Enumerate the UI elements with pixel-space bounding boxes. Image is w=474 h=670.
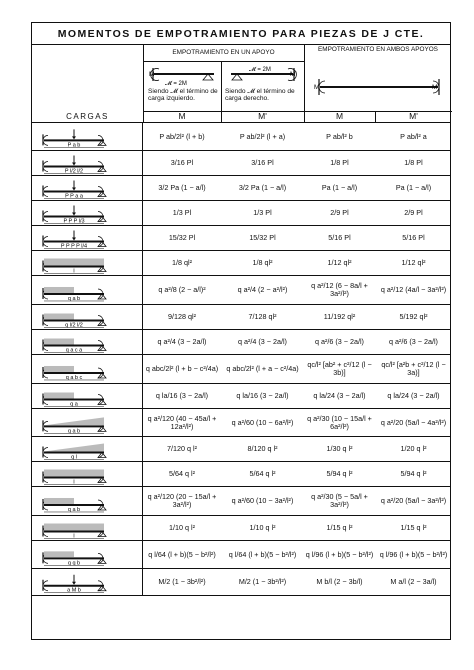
formula-cell-m1: 7/120 q l² xyxy=(167,444,197,453)
load-diagram xyxy=(34,226,142,251)
formula-cell-m2: q a²/60 (10 − 3a²/l²) xyxy=(231,496,294,505)
formula-cell-m4: q la/24 (3 − 2a/l) xyxy=(387,391,440,400)
load-label: q l/2 l/2 xyxy=(65,322,83,329)
svg-text:M: M xyxy=(314,84,320,91)
table-row xyxy=(32,201,450,226)
load-diagram xyxy=(34,330,142,355)
load-diagram xyxy=(34,541,142,569)
sheet-title: MOMENTOS DE EMPOTRAMIENTO PARA PIEZAS DE J CTE. xyxy=(32,23,450,45)
formula-cell-m3: 1/12 ql² xyxy=(327,258,352,267)
load-label: q l xyxy=(71,454,77,461)
formula-sheet xyxy=(31,22,451,640)
formula-cell-m4: q l/96 (l + b)(5 − b²/l²) xyxy=(379,549,448,559)
load-label: q a b xyxy=(67,506,81,513)
beam-mid-label: 𝓜 = 2M xyxy=(249,67,271,73)
formula-cell-m1: 1/10 q l² xyxy=(169,523,195,532)
load-cell xyxy=(32,541,143,568)
formula-cell-m1: 5/64 q l² xyxy=(169,469,195,478)
load-diagram xyxy=(34,251,142,276)
load-cell xyxy=(32,462,143,486)
formula-cell-m1: q a²/4 (3 − 2a/l) xyxy=(157,337,207,346)
formula-cell-m2: 5/64 q l² xyxy=(249,469,276,478)
formula-cell-m2: 7/128 ql² xyxy=(248,312,277,321)
formula-cell-m4: q a²/6 (3 − 2a/l) xyxy=(389,337,438,346)
formula-cell-m3: Pa (1 − a/l) xyxy=(321,183,358,192)
formula-cell-m1: 3/2 Pa (1 − a/l) xyxy=(158,183,206,192)
formula-cell-m1: q a²/120 (40 − 45a/l + 12a²/l²) xyxy=(147,413,217,431)
formula-cell-m2: q l/64 (l + b)(5 − b²/l²) xyxy=(228,549,297,559)
load-diagram xyxy=(34,355,142,384)
svg-text:M': M' xyxy=(432,84,439,91)
formula-cell-m2: 8/120 q l² xyxy=(247,444,278,453)
col-m-one: M xyxy=(178,111,186,121)
load-label: P P P l/3 xyxy=(63,218,85,225)
formula-cell-m4: q a²/20 (5a/l − 3a²/l²) xyxy=(380,496,447,505)
load-diagram xyxy=(34,384,142,409)
formula-cell-m4: 5/16 Pl xyxy=(402,233,425,242)
formula-cell-m2: 3/16 Pl xyxy=(251,158,274,167)
load-label: q a b c xyxy=(65,374,83,381)
load-cell xyxy=(32,516,143,540)
table-row xyxy=(32,569,450,596)
formula-cell-m2: 15/32 Pl xyxy=(249,233,276,242)
formula-cell-m4: 5/94 q l² xyxy=(400,469,427,478)
formula-cell-m1: M/2 (1 − 3b²/l²) xyxy=(158,577,206,586)
formula-cell-m2: M/2 (1 − 3b²/l²) xyxy=(238,577,287,586)
formula-cell-m1: q a²/8 (2 − a/l)² xyxy=(158,285,206,294)
formula-cell-m1: 3/16 Pl xyxy=(170,158,194,167)
load-label: q q b xyxy=(67,560,81,567)
load-label: q a xyxy=(70,401,78,408)
formula-cell-m4: 1/8 Pl xyxy=(404,158,423,167)
formula-cell-m3: q a²/30 (10 − 15a/l + 6a²/l²) xyxy=(307,413,372,431)
load-label: P P a a xyxy=(65,193,83,200)
table-row xyxy=(32,330,450,355)
table-row xyxy=(32,409,450,437)
formula-cell-m2: 1/3 Pl xyxy=(253,208,272,217)
formula-cell-m2: 1/10 q l² xyxy=(249,523,276,532)
group-one-support: EMPOTRAMIENTO EN UN APOYO xyxy=(172,49,275,56)
load-diagram xyxy=(34,201,142,226)
beam-left-label: 𝓜 = 2M xyxy=(165,81,187,87)
formula-cell-m1: q a²/120 (20 − 15a/l + 3a²/l²) xyxy=(147,492,217,509)
formula-cell-m2: q abc/2l² (l + a − c²/4a) xyxy=(226,364,299,373)
formula-cell-m1: q abc/2l² (l + b − c²/4a) xyxy=(145,364,219,373)
formula-cell-m3: qc/l² [ab² + c²/12 (l − 3b)] xyxy=(307,360,372,377)
fixed-left-beam-diagram xyxy=(150,67,220,89)
load-cell xyxy=(32,123,143,150)
formula-cell-m4: 5/192 ql² xyxy=(399,312,428,321)
table-header xyxy=(32,45,450,123)
svg-text:M: M xyxy=(149,71,155,78)
load-diagram xyxy=(34,176,142,201)
load-diagram xyxy=(34,276,142,305)
load-cell xyxy=(32,251,143,275)
formula-cell-m3: 2/9 Pl xyxy=(330,208,349,217)
formula-cell-m4: 1/20 q l² xyxy=(400,444,427,453)
formula-cell-m3: q a²/30 (5 − 5a/l + 3a²/l²) xyxy=(311,492,368,509)
table-row xyxy=(32,437,450,462)
table-row xyxy=(32,516,450,541)
load-diagram xyxy=(34,462,142,487)
load-diagram xyxy=(34,305,142,330)
load-cell xyxy=(32,176,143,200)
load-cell xyxy=(32,330,143,354)
group-both-supports: EMPOTRAMIENTO EN AMBOS APOYOS xyxy=(318,46,438,53)
table-row xyxy=(32,541,450,569)
formula-cell-m1: 1/3 Pl xyxy=(172,208,192,217)
note-left: Siendo 𝓜 el término de carga izquierdo. xyxy=(148,88,218,103)
table-row xyxy=(32,123,450,151)
svg-text:M': M' xyxy=(290,71,297,78)
load-diagram xyxy=(34,569,142,596)
load-label: P P P P l/4 xyxy=(60,243,88,250)
formula-cell-m3: M b/l (2 − 3b/l) xyxy=(316,577,363,586)
col-cargas: CARGAS xyxy=(66,112,109,121)
formula-cell-m4: P ab/l² a xyxy=(400,131,427,141)
formula-cell-m3: q a²/6 (3 − 2a/l) xyxy=(315,337,364,346)
load-diagram xyxy=(34,516,142,541)
load-diagram xyxy=(34,437,142,462)
col-m-prime-both: M' xyxy=(409,111,418,121)
load-diagram xyxy=(34,151,142,176)
formula-cell-m2: 3/2 Pa (1 − a/l) xyxy=(238,183,287,192)
load-diagram xyxy=(34,123,142,151)
load-diagram xyxy=(34,409,142,437)
col-m-prime-one: M' xyxy=(258,111,267,121)
fixed-both-beam-diagram xyxy=(314,75,444,99)
formula-cell-m1: q la/16 (3 − 2a/l) xyxy=(155,391,209,400)
formula-cell-m4: 2/9 Pl xyxy=(404,208,423,217)
table-row xyxy=(32,305,450,330)
formula-cell-m1: P ab/2l² (l + b) xyxy=(159,131,205,141)
table-row xyxy=(32,151,450,176)
load-cell xyxy=(32,226,143,250)
formula-cell-m4: 1/12 ql² xyxy=(401,258,426,267)
formula-cell-m2: 1/8 ql² xyxy=(252,258,273,267)
formula-cell-m3: 5/16 Pl xyxy=(328,233,351,242)
formula-cell-m3: 1/30 q l² xyxy=(326,444,353,453)
note-mid: Siendo 𝓜 el término de carga derecho. xyxy=(225,88,295,103)
table-row xyxy=(32,355,450,384)
load-cell xyxy=(32,355,143,383)
formula-cell-m4: Pa (1 − a/l) xyxy=(395,183,432,192)
col-m-both: M xyxy=(335,111,344,121)
formula-cell-m2: q la/16 (3 − 2a/l) xyxy=(236,391,289,400)
formula-cell-m4: q a²/20 (5a/l − 4a²/l²) xyxy=(380,417,447,427)
table-row xyxy=(32,176,450,201)
fixed-right-beam-diagram xyxy=(227,67,299,89)
formula-cell-m3: q l/96 (l + b)(5 − b²/l²) xyxy=(305,549,374,559)
load-cell xyxy=(32,201,143,225)
formula-cell-m4: 1/15 q l² xyxy=(400,523,427,532)
table-row xyxy=(32,487,450,516)
formula-cell-m4: qc/l² [a²b + c²/12 (l − 3a)] xyxy=(381,360,446,377)
load-label: q a c a xyxy=(65,347,83,354)
load-label: q a b xyxy=(67,428,81,435)
formula-cell-m4: q a²/12 (4a/l − 3a²/l²) xyxy=(380,285,447,294)
load-label: a M b xyxy=(67,587,81,594)
formula-cell-m3: 5/94 q l² xyxy=(326,469,353,478)
formula-cell-m3: 11/192 ql² xyxy=(323,312,356,321)
load-label: q a b xyxy=(67,295,81,302)
formula-cell-m3: 1/15 q l² xyxy=(326,523,353,532)
formula-cell-m2: P ab/2l² (l + a) xyxy=(239,131,286,141)
table-row xyxy=(32,276,450,305)
load-cell xyxy=(32,487,143,515)
formula-cell-m4: M a/l (2 − 3a/l) xyxy=(390,577,437,586)
load-cell xyxy=(32,305,143,329)
load-cell xyxy=(32,569,143,595)
load-label: l xyxy=(73,533,75,540)
load-label: l xyxy=(73,268,75,275)
load-cell xyxy=(32,384,143,408)
load-diagram xyxy=(34,487,142,516)
formula-cell-m3: P ab/l² b xyxy=(326,131,353,141)
table-row xyxy=(32,462,450,487)
table-row xyxy=(32,251,450,276)
formula-cell-m1: 9/128 ql² xyxy=(168,312,196,321)
formula-cell-m2: q a²/60 (10 − 6a²/l²) xyxy=(231,417,294,427)
load-cell xyxy=(32,437,143,461)
formula-cell-m2: q a²/4 (3 − 2a/l) xyxy=(238,337,287,346)
load-label: P l/2 l/2 xyxy=(64,168,84,175)
formula-cell-m1: q l/64 (l + b)(5 − b²/l²) xyxy=(148,549,216,559)
load-label: l xyxy=(73,479,75,486)
formula-cell-m1: 1/8 ql² xyxy=(172,258,192,267)
formula-cell-m1: 15/32 Pl xyxy=(168,233,196,242)
formula-cell-m3: q a²/12 (6 − 8a/l + 3a²/l²) xyxy=(311,281,368,298)
table-row xyxy=(32,384,450,409)
formula-cell-m3: 1/8 Pl xyxy=(330,158,349,167)
load-cell xyxy=(32,151,143,175)
table-row xyxy=(32,226,450,251)
load-label: P a b xyxy=(67,142,81,149)
formula-cell-m2: q a²/4 (2 − a²/l²) xyxy=(237,285,288,294)
divider xyxy=(143,61,304,62)
load-cell xyxy=(32,276,143,304)
load-cell xyxy=(32,409,143,436)
formula-cell-m3: q la/24 (3 − 2a/l) xyxy=(313,391,366,400)
